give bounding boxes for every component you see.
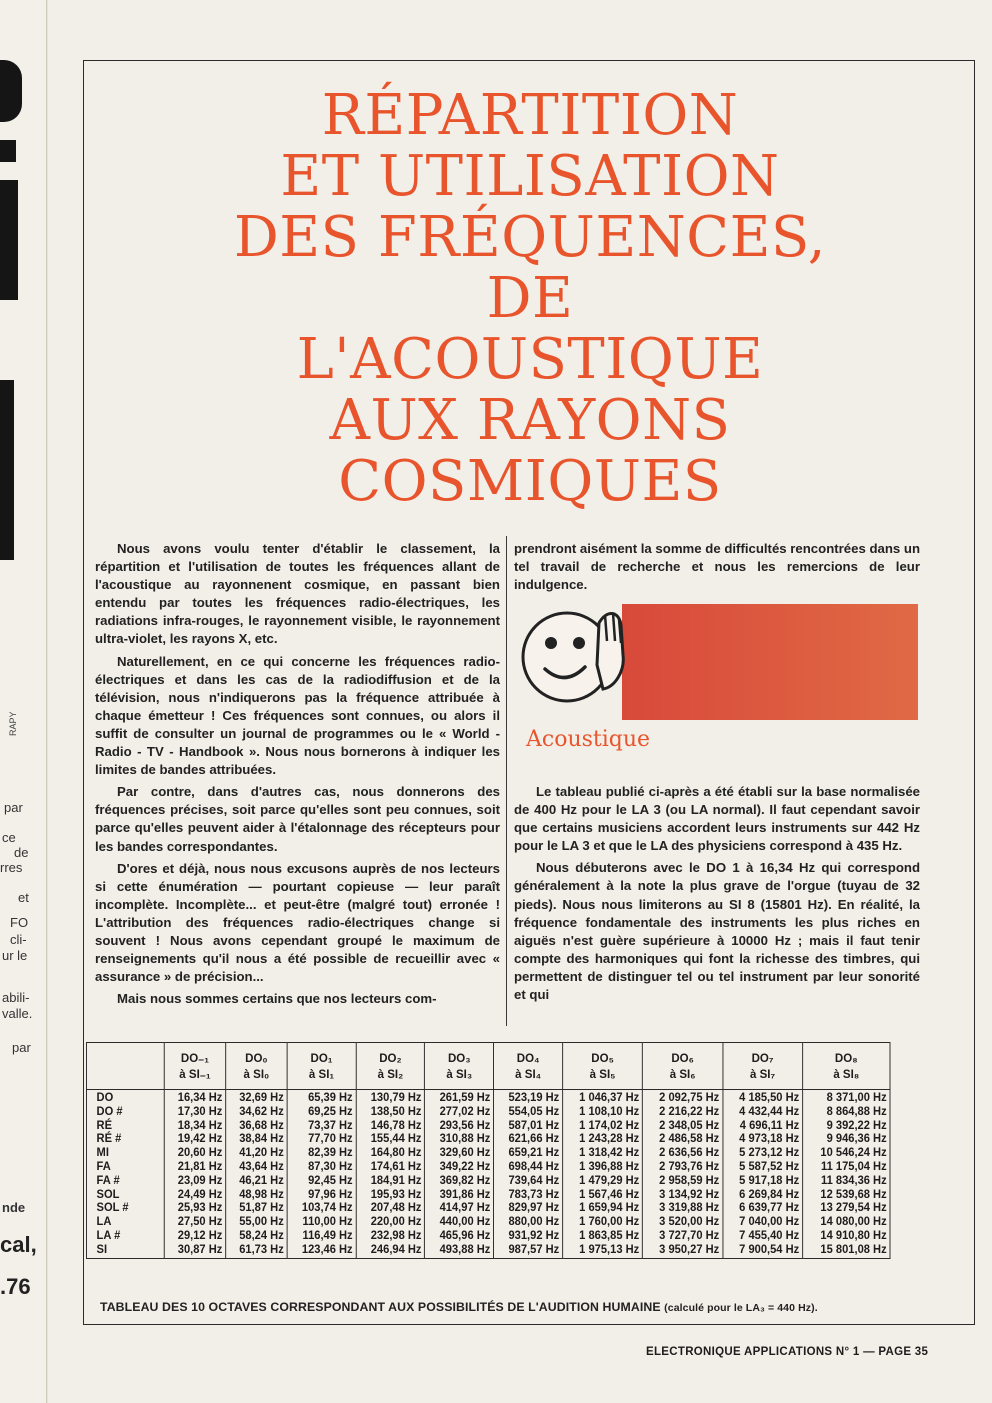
table-header-octave: [723, 1043, 803, 1090]
frequency-value: 7 900,54 Hz: [739, 1242, 800, 1256]
frequency-value: 1 760,00 Hz: [579, 1215, 640, 1229]
title-line: ET UTILISATION: [280, 144, 780, 209]
frequency-value: 12 539,68 Hz: [820, 1187, 887, 1201]
octave-frequency-column: [803, 1090, 890, 1259]
frequency-value: 55,00 Hz: [239, 1215, 284, 1229]
left-fragment: de: [14, 845, 29, 860]
caption-note: (calculé pour le LA₃ = 440 Hz).: [664, 1302, 818, 1314]
frequency-value: 19,42 Hz: [177, 1132, 223, 1146]
frequency-value: 174,61 Hz: [370, 1159, 422, 1173]
octave-end: à SI₄: [515, 1067, 542, 1081]
frequency-value: 880,00 Hz: [508, 1215, 560, 1229]
paragraph: Nous débuterons avec le DO 1 à 16,34 Hz qui correspond généralement à la note la plus grave de l'orgue (tuyau de 32 pieds). Nous nous limiterons au SI 8 (15801 Hz). En réalité, la fréquence fondamentale des instruments les plus riches en aiguës n'est guère supérieure à 10000 Hz ; mais il faut tenir compte des harmoniques qui font la richesse des timbres, qui permettent de distinguer tel ou tel instrument par leur sonorité et qui: [514, 860, 920, 1003]
frequency-value: 783,73 Hz: [508, 1187, 560, 1201]
frequency-value: 77,70 Hz: [308, 1132, 353, 1146]
frequency-value: 1 479,29 Hz: [579, 1173, 640, 1187]
table-header-octave: [643, 1043, 723, 1090]
frequency-value: 184,91 Hz: [370, 1173, 422, 1187]
frequency-value: 1 567,46 Hz: [579, 1187, 640, 1201]
frequency-value: 2 793,76 Hz: [659, 1159, 720, 1173]
octave-start: DO₆: [671, 1051, 694, 1065]
octave-frequency-column: [643, 1090, 723, 1259]
right-text-column-bottom: [514, 783, 920, 1008]
frequency-value: 14 080,00 Hz: [820, 1215, 887, 1229]
left-fragment: abili-: [2, 990, 30, 1005]
left-fragment: cal,: [0, 1232, 37, 1257]
frequency-value: 2 636,56 Hz: [659, 1146, 720, 1160]
frequency-value: 36,68 Hz: [239, 1118, 284, 1132]
table-header-octave: [425, 1043, 494, 1090]
frequency-value: 155,44 Hz: [370, 1132, 422, 1146]
frequency-value: 3 950,27 Hz: [659, 1242, 720, 1256]
table-header-octave: [563, 1043, 643, 1090]
frequency-value: 829,97 Hz: [508, 1201, 560, 1215]
table-caption: [100, 1300, 818, 1314]
octave-start: DO₄: [516, 1051, 540, 1065]
frequency-value: 261,59 Hz: [439, 1091, 491, 1104]
octave-start: DO₁: [310, 1051, 333, 1065]
table-header-corner: [86, 1043, 164, 1090]
octave-frequency-column: [287, 1090, 356, 1259]
frequency-value: 32,69 Hz: [239, 1091, 284, 1104]
frequency-value: 1 243,28 Hz: [579, 1132, 640, 1146]
note-label: SOL: [96, 1187, 120, 1201]
table-header-octave: [803, 1043, 890, 1090]
note-label: RÉ: [96, 1118, 113, 1132]
frequency-value: 20,60 Hz: [177, 1146, 223, 1160]
octave-end: à SI₇: [750, 1067, 776, 1081]
paragraph: D'ores et déjà, nous nous excusons auprès de nos lecteurs si cette énumération — pourtant copieuse — leur paraît incomplète. Incomplète... et peut-être (malgré tout) erronée ! L'attribution des fréquences radio-électriques change si souvent ! Nous avons cependant groupé le maximum de renseignements qu'il nous a été possible de recueillir avec « assurance » de précision...: [95, 860, 500, 985]
frequency-value: 3 520,00 Hz: [659, 1215, 720, 1229]
frequency-value: 6 639,77 Hz: [739, 1201, 800, 1215]
frequency-value: 92,45 Hz: [308, 1173, 353, 1187]
octave-frequency-column: [356, 1090, 425, 1259]
octave-end: à SI₈: [833, 1067, 860, 1081]
section-banner: [622, 604, 918, 720]
frequency-value: 3 319,88 Hz: [659, 1201, 720, 1215]
frequency-value: 1 396,88 Hz: [579, 1159, 640, 1173]
frequency-value: 16,34 Hz: [177, 1091, 223, 1104]
frequency-value: 14 910,80 Hz: [820, 1228, 887, 1242]
frequency-value: 1 046,37 Hz: [579, 1091, 640, 1104]
title-line: AUX RAYONS: [329, 388, 731, 453]
table-header-octave: [164, 1043, 225, 1090]
frequency-value: 440,00 Hz: [439, 1215, 491, 1229]
octave-frequency-column: [494, 1090, 563, 1259]
octave-start: DO₃: [447, 1051, 471, 1065]
octave-frequency-column: [226, 1090, 287, 1259]
frequency-value: 329,60 Hz: [439, 1146, 491, 1160]
octave-end: à SI₀: [243, 1067, 270, 1081]
frequency-value: 11 175,04 Hz: [821, 1159, 887, 1173]
frequency-value: 310,88 Hz: [439, 1132, 491, 1146]
frequency-value: 110,00 Hz: [302, 1215, 353, 1229]
note-label: FA #: [96, 1173, 120, 1187]
note-label: SI: [96, 1242, 108, 1256]
frequency-value: 2 348,05 Hz: [659, 1118, 720, 1132]
frequency-value: 195,93 Hz: [370, 1187, 422, 1201]
left-fragment: par: [12, 1040, 31, 1055]
frequency-value: 27,50 Hz: [177, 1215, 223, 1229]
frequency-value: 1 863,85 Hz: [579, 1228, 640, 1242]
left-page-margin: [0, 0, 47, 1403]
frequency-value: 523,19 Hz: [508, 1091, 560, 1104]
note-label: LA #: [96, 1228, 121, 1242]
octave-start: DO₂: [379, 1051, 402, 1065]
frequency-value: 8 371,00 Hz: [826, 1091, 887, 1104]
frequency-table: [86, 1042, 890, 1259]
frequency-value: 554,05 Hz: [508, 1104, 560, 1118]
frequency-value: 220,00 Hz: [370, 1215, 422, 1229]
frequency-value: 69,25 Hz: [308, 1104, 353, 1118]
frequency-value: 1 975,13 Hz: [579, 1242, 640, 1256]
frequency-value: 24,49 Hz: [177, 1187, 223, 1201]
frequency-value: 246,94 Hz: [370, 1242, 422, 1256]
title-line: L'ACOUSTIQUE: [296, 327, 764, 392]
frequency-value: 87,30 Hz: [308, 1159, 353, 1173]
frequency-value: 7 455,40 Hz: [739, 1228, 800, 1242]
note-label: MI: [96, 1146, 109, 1160]
frequency-value: 46,21 Hz: [239, 1173, 284, 1187]
frequency-value: 4 185,50 Hz: [739, 1091, 800, 1104]
left-fragment: par: [4, 800, 23, 815]
frequency-value: 739,64 Hz: [508, 1173, 560, 1187]
note-label: RÉ #: [96, 1132, 122, 1146]
frequency-value: 349,22 Hz: [439, 1159, 491, 1173]
octave-frequency-column: [164, 1090, 225, 1259]
frequency-value: 369,82 Hz: [439, 1173, 491, 1187]
frequency-value: 23,09 Hz: [177, 1173, 223, 1187]
octave-end: à SI₁: [308, 1067, 335, 1081]
paragraph: Par contre, dans d'autres cas, nous donnerons des fréquences précises, soit parce qu'elles sont peu connues, soit parce qu'elles peuvent aider à l'étalonnage des récepteurs pour les bandes correspondantes.: [95, 784, 500, 854]
title-line: COSMIQUES: [338, 449, 722, 514]
notes-column: [86, 1090, 164, 1259]
left-fragment: cli-: [10, 932, 27, 947]
left-fragment: FO: [10, 915, 29, 930]
frequency-value: 2 486,58 Hz: [659, 1132, 720, 1146]
paragraph: Naturellement, en ce qui concerne les fréquences radio-électriques et dans les cas de la radiodiffusion et de la télévision, nous n'indiquerons pas la fréquence attribuée à chaque émetteur ! Ces fréquences sont connues, ou alors il suffit de consulter un journal de programmes ou le « World - Radio - TV - Handbook ». Nous nous bornerons à indiquer les limites de bandes attribuées.: [95, 653, 500, 778]
frequency-value: 58,24 Hz: [239, 1228, 284, 1242]
frequency-value: 4 432,44 Hz: [739, 1104, 800, 1118]
left-fragment: et: [18, 890, 29, 905]
left-fragment: .76: [0, 1274, 31, 1299]
listening-smiley-icon: [515, 595, 630, 725]
frequency-value: 1 108,10 Hz: [579, 1104, 640, 1118]
left-text-column: [95, 540, 500, 1012]
section-title: Acoustique: [526, 727, 651, 752]
frequency-value: 13 279,54 Hz: [820, 1201, 887, 1215]
octave-start: DO₀: [245, 1051, 268, 1065]
table-header-octave: [494, 1043, 563, 1090]
frequency-value: 29,12 Hz: [177, 1228, 223, 1242]
frequency-value: 3 134,92 Hz: [659, 1187, 720, 1201]
frequency-value: 987,57 Hz: [508, 1242, 560, 1256]
frequency-value: 3 727,70 Hz: [659, 1228, 720, 1242]
frequency-value: 48,98 Hz: [239, 1187, 284, 1201]
frequency-value: 130,79 Hz: [370, 1091, 422, 1104]
table-header-octave: [356, 1043, 425, 1090]
frequency-value: 25,93 Hz: [177, 1201, 223, 1215]
frequency-value: 11 834,36 Hz: [821, 1173, 887, 1187]
note-label: DO #: [96, 1104, 123, 1118]
frequency-value: 73,37 Hz: [308, 1118, 353, 1132]
frequency-value: 43,64 Hz: [239, 1159, 284, 1173]
note-label: SOL #: [96, 1201, 129, 1215]
frequency-value: 34,62 Hz: [239, 1104, 284, 1118]
frequency-value: 931,92 Hz: [508, 1228, 560, 1242]
title-line: DE: [486, 266, 574, 331]
frequency-value: 82,39 Hz: [308, 1146, 353, 1160]
frequency-value: 138,50 Hz: [370, 1104, 422, 1118]
frequency-value: 10 546,24 Hz: [820, 1146, 887, 1160]
octave-start: DO₈: [834, 1051, 858, 1065]
frequency-value: 698,44 Hz: [508, 1159, 560, 1173]
frequency-value: 146,78 Hz: [370, 1118, 422, 1132]
frequency-value: 9 946,36 Hz: [826, 1132, 887, 1146]
octave-start: DO₋₁: [180, 1051, 210, 1065]
article-title: [130, 85, 930, 512]
octave-end: à SI₃: [446, 1067, 473, 1081]
left-fragment: valle.: [2, 1006, 33, 1021]
frequency-value: 30,87 Hz: [177, 1242, 223, 1256]
paragraph: Le tableau publié ci-après a été établi sur la base normalisée de 400 Hz pour le LA 3 (ou LA normal). Il faut cependant savoir que certains musiciens accordent leurs instruments sur 442 Hz pour le LA 3 et que le LA des physiciens correspond à 435 Hz.: [514, 784, 920, 854]
frequency-value: 5 917,18 Hz: [739, 1173, 800, 1187]
frequency-value: 232,98 Hz: [370, 1228, 422, 1242]
table-row: [86, 1090, 890, 1259]
octave-end: à SI₅: [589, 1067, 616, 1081]
paragraph: Mais nous sommes certains que nos lecteurs com-: [117, 991, 437, 1007]
octave-start: DO₅: [591, 1051, 614, 1065]
page-footer: ELECTRONIQUE APPLICATIONS N° 1 — PAGE 35: [646, 1346, 929, 1358]
title-line: DES FRÉQUENCES,: [233, 205, 827, 270]
frequency-value: 51,87 Hz: [239, 1201, 284, 1215]
frequency-value: 17,30 Hz: [177, 1104, 223, 1118]
frequency-value: 18,34 Hz: [177, 1118, 223, 1132]
frequency-value: 465,96 Hz: [439, 1228, 491, 1242]
frequency-value: 293,56 Hz: [439, 1118, 491, 1132]
frequency-value: 587,01 Hz: [508, 1118, 560, 1132]
note-label: LA: [96, 1215, 112, 1229]
frequency-value: 21,81 Hz: [177, 1159, 223, 1173]
table-header-row: [86, 1043, 890, 1090]
frequency-value: 2 092,75 Hz: [659, 1091, 720, 1104]
octave-frequency-column: [723, 1090, 803, 1259]
frequency-value: 97,96 Hz: [308, 1187, 353, 1201]
left-fragment: RAPY: [8, 711, 18, 736]
octave-frequency-column: [563, 1090, 643, 1259]
right-text-column-top: [514, 540, 920, 598]
left-fragment: rres: [0, 860, 23, 875]
frequency-value: 116,49 Hz: [302, 1228, 353, 1242]
octave-end: à SI₋₁: [179, 1067, 211, 1081]
frequency-value: 277,02 Hz: [439, 1104, 491, 1118]
frequency-value: 2 216,22 Hz: [659, 1104, 720, 1118]
frequency-value: 9 392,22 Hz: [826, 1118, 887, 1132]
frequency-value: 1 659,94 Hz: [579, 1201, 640, 1215]
frequency-value: 493,88 Hz: [439, 1242, 491, 1256]
octave-frequency-column: [425, 1090, 494, 1259]
caption-main: TABLEAU DES 10 OCTAVES CORRESPONDANT AUX POSSIBILITÉS DE L'AUDITION HUMAINE: [100, 1300, 661, 1314]
frequency-value: 6 269,84 Hz: [739, 1187, 800, 1201]
frequency-value: 38,84 Hz: [239, 1132, 284, 1146]
frequency-value: 5 587,52 Hz: [739, 1159, 800, 1173]
frequency-value: 164,80 Hz: [370, 1146, 422, 1160]
frequency-value: 4 696,11 Hz: [739, 1118, 800, 1132]
frequency-value: 65,39 Hz: [308, 1091, 353, 1104]
octave-start: DO₇: [751, 1051, 774, 1065]
frequency-value: 5 273,12 Hz: [739, 1146, 800, 1160]
note-label: FA: [96, 1159, 111, 1173]
frequency-value: 207,48 Hz: [370, 1201, 422, 1215]
frequency-value: 15 801,08 Hz: [820, 1242, 887, 1256]
frequency-value: 8 864,88 Hz: [826, 1104, 887, 1118]
title-line: RÉPARTITION: [321, 83, 739, 148]
frequency-value: 659,21 Hz: [508, 1146, 560, 1160]
octave-end: à SI₆: [669, 1067, 696, 1081]
paragraph: Nous avons voulu tenter d'établir le classement, la répartition et l'utilisation de toutes les fréquences allant de l'acoustique au rayonnenent cosmique, en passant bien entendu par toutes les fréquences radio-électriques, les radiations infra-rouges, le rayonnement visible, le rayonnement ultra-violet, les rayons X, etc.: [95, 541, 500, 647]
frequency-value: 123,46 Hz: [301, 1242, 353, 1256]
note-label: DO: [96, 1091, 114, 1104]
frequency-value: 103,74 Hz: [301, 1201, 353, 1215]
table-header-octave: [226, 1043, 287, 1090]
left-fragment: nde: [2, 1200, 26, 1215]
column-divider: [506, 536, 507, 1026]
paragraph: prendront aisément la somme de difficultés rencontrées dans un tel travail de recherche et nous les remercions de leur indulgence.: [514, 541, 920, 593]
frequency-value: 391,86 Hz: [439, 1187, 491, 1201]
frequency-value: 4 973,18 Hz: [739, 1132, 800, 1146]
octave-end: à SI₂: [377, 1067, 404, 1081]
frequency-value: 621,66 Hz: [508, 1132, 560, 1146]
table-header-octave: [287, 1043, 356, 1090]
frequency-value: 414,97 Hz: [439, 1201, 491, 1215]
left-fragment: ur le: [2, 948, 28, 963]
frequency-value: 41,20 Hz: [239, 1146, 284, 1160]
frequency-value: 7 040,00 Hz: [739, 1215, 800, 1229]
frequency-value: 2 958,59 Hz: [659, 1173, 720, 1187]
left-fragment: ce: [2, 830, 16, 845]
frequency-value: 1 318,42 Hz: [579, 1146, 640, 1160]
frequency-value: 1 174,02 Hz: [579, 1118, 640, 1132]
frequency-value: 61,73 Hz: [239, 1242, 284, 1256]
